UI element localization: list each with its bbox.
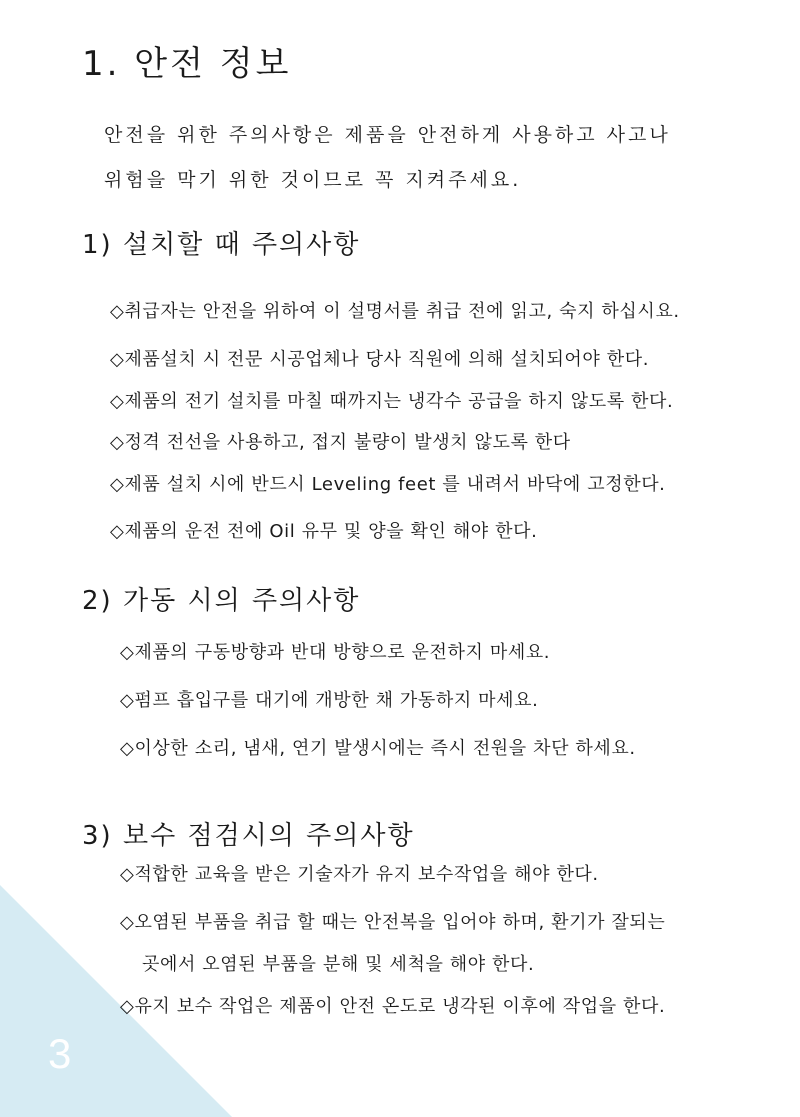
list-item: ◇제품의 전기 설치를 마칠 때까지는 냉각수 공급을 하지 않도록 한다.	[110, 391, 674, 412]
list-item: ◇제품 설치 시에 반드시 Leveling feet 를 내려서 바닥에 고정한다.	[110, 474, 666, 495]
list-item: ◇이상한 소리, 냄새, 연기 발생시에는 즉시 전원을 차단 하세요.	[120, 738, 636, 759]
section-heading-maintenance: 3) 보수 점검시의 주의사항	[82, 821, 415, 851]
list-item: ◇오염된 부품을 취급 할 때는 안전복을 입어야 하며, 환기가 잘되는	[120, 912, 666, 933]
list-item: 곳에서 오염된 부품을 분해 및 세척을 해야 한다.	[142, 954, 535, 975]
list-item: ◇제품의 운전 전에 Oil 유무 및 양을 확인 해야 한다.	[110, 521, 538, 542]
list-item: ◇정격 전선을 사용하고, 접지 불량이 발생치 않도록 한다	[110, 432, 571, 453]
page-title: 1. 안전 정보	[82, 44, 292, 84]
list-item: ◇적합한 교육을 받은 기술자가 유지 보수작업을 해야 한다.	[120, 864, 599, 885]
list-item: ◇취급자는 안전을 위하여 이 설명서를 취급 전에 읽고, 숙지 하십시요.	[110, 301, 680, 322]
intro-line-2: 위험을 막기 위한 것이므로 꼭 지켜주세요.	[104, 169, 522, 191]
intro-line-1: 안전을 위한 주의사항은 제품을 안전하게 사용하고 사고나	[104, 124, 671, 146]
section-heading-operation: 2) 가동 시의 주의사항	[82, 586, 361, 616]
page-number: 3	[48, 1030, 72, 1077]
list-item: ◇제품의 구동방향과 반대 방향으로 운전하지 마세요.	[120, 642, 551, 663]
list-item: ◇유지 보수 작업은 제품이 안전 온도로 냉각된 이후에 작업을 한다.	[120, 996, 666, 1017]
list-item: ◇제품설치 시 전문 시공업체나 당사 직원에 의해 설치되어야 한다.	[110, 349, 650, 370]
list-item: ◇펌프 흡입구를 대기에 개방한 채 가동하지 마세요.	[120, 690, 539, 711]
section-heading-install: 1) 설치할 때 주의사항	[82, 230, 361, 260]
